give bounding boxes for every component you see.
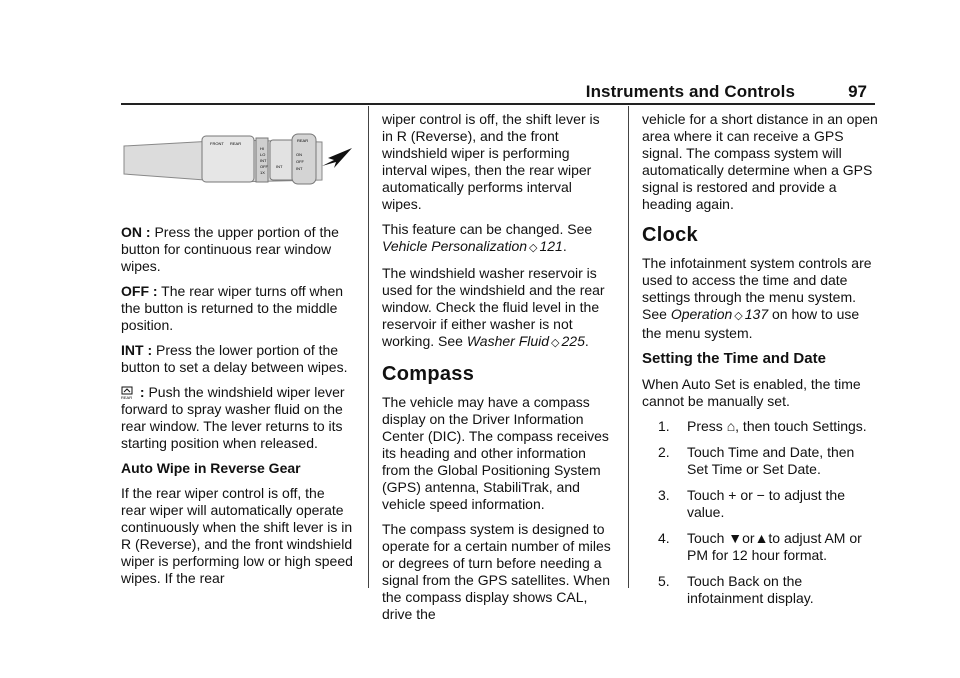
list-item: 5. Touch Back on the infotainment display.	[658, 573, 814, 606]
off-text: The rear wiper turns off when the button is returned to the middle position.	[121, 283, 344, 333]
list-item: 2. Touch Time and Date, then Set Time or Set Date.	[658, 444, 855, 477]
column-divider	[628, 106, 629, 588]
int-paragraph	[121, 342, 353, 376]
up-arrow-icon: ▲	[754, 530, 769, 546]
column-divider	[368, 106, 369, 588]
steps-list	[642, 418, 878, 607]
label-hi: HI	[260, 146, 264, 151]
col2-p3: The windshield washer reservoir is used for the windshield and the rear window. Check the fluid level in the reservoir if either washer is not working. See Washer Fluid ◇ 225.	[382, 265, 605, 349]
rear-washer-icon	[121, 386, 133, 399]
label-off2: OFF	[296, 159, 304, 164]
autowipe-heading: Auto Wipe in Reverse Gear	[121, 460, 301, 476]
down-arrow-icon: ▼	[728, 530, 743, 546]
page-ref-icon: ◇	[734, 310, 743, 322]
header-rule	[121, 103, 875, 105]
column-2	[382, 111, 614, 631]
label-lo: LO	[260, 152, 266, 157]
page-number: 97	[848, 82, 867, 101]
vehicle-personalization-page[interactable]: 121	[539, 238, 563, 254]
int-label: INT :	[121, 342, 153, 358]
compass-p1: The vehicle may have a compass display on the Driver Information Center (DIC). The compass receives its heading and other information from the Global Positioning System (GPS) antenna, StabiliTrak, and vehicle speed information.	[382, 394, 609, 512]
setting-text: When Auto Set is enabled, the time cannot be manually set.	[642, 376, 861, 409]
label-int: INT	[260, 158, 267, 163]
list-item: 3. Touch + or − to adjust the value.	[658, 487, 845, 520]
col2-p2: This feature can be changed. See Vehicle Personalization ◇ 121.	[382, 221, 593, 254]
label-front: FRONT	[210, 141, 224, 146]
home-icon: ⌂	[726, 418, 736, 434]
washer-label: :	[136, 384, 145, 400]
setting-heading: Setting the Time and Date	[642, 350, 826, 367]
label-on: ON	[296, 152, 302, 157]
washer-fluid-page[interactable]: 225	[561, 333, 585, 349]
page-ref-icon: ◇	[529, 242, 538, 254]
vehicle-personalization-ref[interactable]: Vehicle Personalization	[382, 238, 528, 254]
operation-page[interactable]: 137	[744, 306, 769, 322]
header-title: Instruments and Controls	[585, 82, 795, 101]
washer-text: Push the windshield wiper lever forward to spray washer fluid on the rear window. The lever returns to its starting position when released.	[121, 384, 345, 451]
label-rear2: REAR	[297, 138, 309, 143]
col2-p1: wiper control is off, the shift lever is in R (Reverse), and the front windshield wiper is performing interval wipes, then the rear wiper automatically performs interval wipes.	[382, 111, 600, 212]
column-3	[642, 111, 878, 616]
clock-heading: Clock	[642, 224, 698, 246]
column-1	[121, 224, 353, 595]
label-int2: INT	[276, 164, 283, 169]
on-paragraph	[121, 224, 353, 275]
int-text: Press the lower portion of the button to set a delay between wipes.	[121, 342, 348, 375]
label-rear: REAR	[230, 141, 242, 146]
off-label: OFF :	[121, 283, 158, 299]
on-label: ON :	[121, 224, 151, 240]
operation-ref[interactable]: Operation	[670, 306, 733, 322]
clock-paragraph: The infotainment system controls are used to access the time and date settings through the menu system. See Operation ◇ 137 on how to use the menu system.	[642, 255, 872, 341]
page-ref-icon: ◇	[551, 337, 560, 349]
list-item: 1. Press ⌂, then touch Settings.	[658, 418, 867, 434]
off-paragraph	[121, 283, 353, 334]
label-int3: INT	[296, 166, 303, 171]
svg-text:REAR: REAR	[121, 395, 133, 399]
wiper-lever-illustration	[122, 128, 354, 192]
label-off: OFF	[260, 164, 268, 169]
label-1x: 1X	[260, 170, 265, 175]
autowipe-text: If the rear wiper control is off, the rear wiper will automatically operate continuously when the shift lever is in R (Reverse), and the front windshield wiper is performing low or high speed wipes. If the rear	[121, 485, 353, 586]
list-item: 4. Touch ▼or▲to adjust AM or PM for 12 hour format.	[658, 530, 862, 563]
col3-p1: vehicle for a short distance in an open area where it can receive a GPS signal. The compass system will automatically determine when a GPS signal is restored and provide a heading again.	[642, 111, 878, 212]
compass-heading: Compass	[382, 363, 475, 385]
on-text: Press the upper portion of the button for continuous rear window wipes.	[121, 224, 339, 274]
compass-p2: The compass system is designed to operate for a certain number of miles or degrees of turn before needing a signal from the GPS satellites. When the compass display shows CAL, drive the	[382, 521, 611, 622]
arrow-icon	[322, 148, 352, 168]
washer-fluid-ref[interactable]: Washer Fluid	[466, 333, 550, 349]
washer-paragraph	[121, 384, 353, 452]
